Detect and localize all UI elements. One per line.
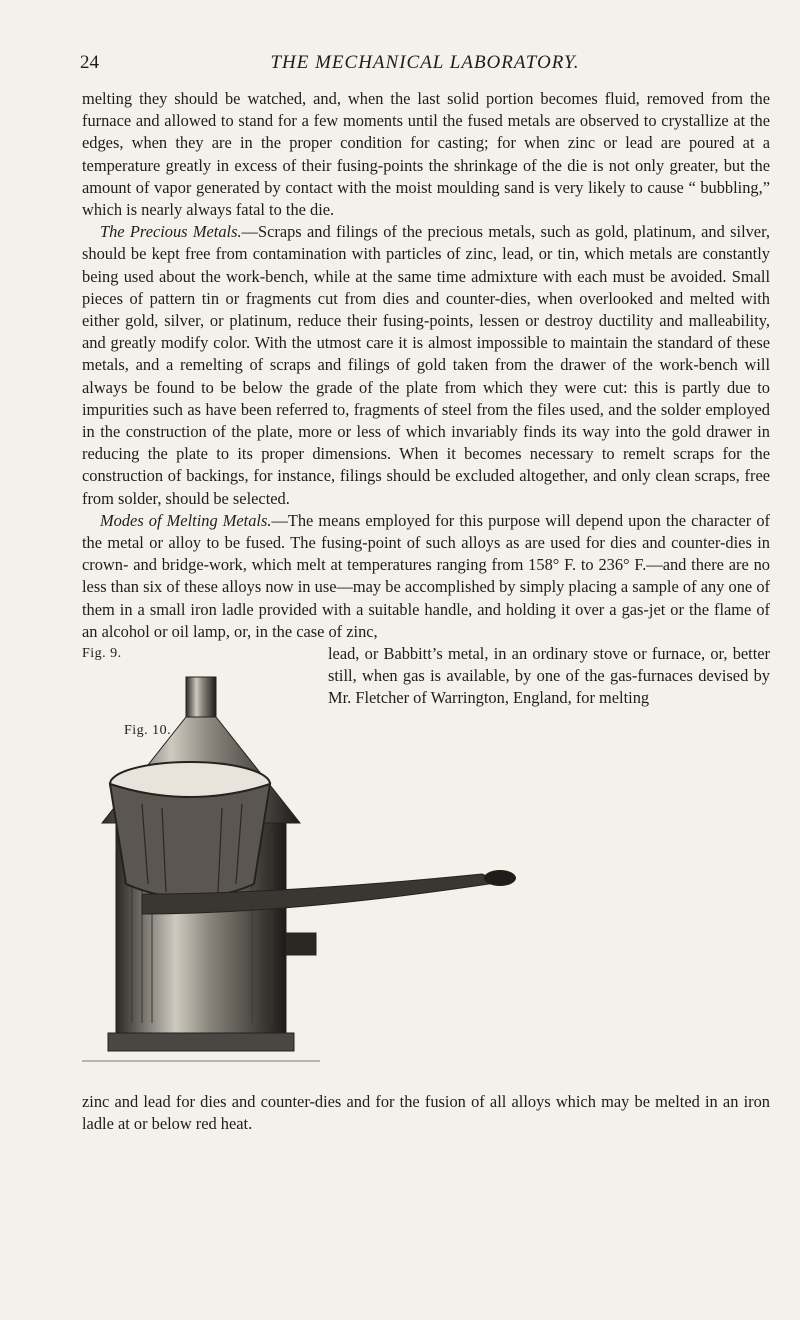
page-number: 24 (80, 52, 99, 73)
paragraph-modes-text-a: —The means employed for this purpose will depend upon the character of the metal or alloy to be fused. The fusing-point of such alloys as are used for dies and counter-dies in crown- and bridge-work, which melt at temperatures ranging from 158° F. to 236° F.—and there are no less than six of these alloys now in use—may be accomplished by simply placing a sample of any one of them in a small iron ladle provided with a suitable handle, and holding it over a gas-jet or the flame of an alcohol or oil lamp, or, in the case of zinc, (82, 510, 770, 641)
paragraph-precious-metals (82, 221, 770, 510)
paragraph-modes-text-c: zinc and lead for dies and counter-dies and for the fusion of all alloys which may be melted in an iron ladle at or below red heat. (82, 1092, 770, 1134)
paragraph-modes-text-b: lead, or Babbitt’s metal, in an ordinary stove or furnace, or, better still, when gas is available, by one of the gas-furnaces devised by Mr. Fletcher of Warrington, England, for melting (328, 644, 770, 708)
paragraph-modes-of-melting (82, 510, 770, 643)
heading-precious-metals: The Precious Metals. (100, 222, 242, 242)
figure-10 (82, 720, 770, 970)
running-head: THE MECHANICAL LABORATORY. (270, 52, 580, 73)
heading-modes-of-melting: Modes of Melting Metals. (100, 510, 272, 530)
body-text (82, 88, 770, 1135)
figure-9-label: Fig. 9. (82, 646, 122, 662)
figure-10-label: Fig. 10. (124, 722, 172, 738)
page-header (80, 52, 770, 78)
iron-ladle-illustration (82, 744, 522, 944)
paragraph-melting: melting they should be watched, and, when the last solid portion becomes fluid, removed from the furnace and allowed to stand for a few moments until the fused metals are observed to crystallize at the edges, when they are in the proper condition for casting; for when zinc or lead are poured at a temperature greatly in excess of their fusing-points the shrinkage of the die is not only greater, but the amount of vapor generated by contact with the moist moulding sand is very likely to cause “ bubbling,” which is nearly always fatal to the die. (82, 89, 770, 220)
paragraph-precious-metals-text: —Scraps and filings of the precious metals, such as gold, platinum, and silver, should be kept free from contamination with particles of zinc, lead, or tin, which metals are constantly being used about the work-bench, while at the same time admixture with each must be avoided. Small pieces of pattern tin or fragments cut from dies and counter-dies, when overlooked and melted with either gold, silver, or platinum, reduce their fusing-points, lessen or destroy ductility and malleability, and greatly modify color. With the utmost care it is almost impossible to maintain the standard of these metals, and a remelting of scraps and filings of gold taken from the drawer of the work-bench will always be found to be below the grade of the plate from which they were cut: this is partly due to impurities such as have been referred to, fragments of steel from the files used, and the solder employed in the construction of the plate, more or less of which invariably finds its way into the gold drawer in reducing the plate to its proper dimensions. When it becomes necessary to remelt scraps for the construction of backings, for instance, filings should be excluded altogether, and only clean scraps, free from solder, should be selected. (82, 222, 770, 508)
